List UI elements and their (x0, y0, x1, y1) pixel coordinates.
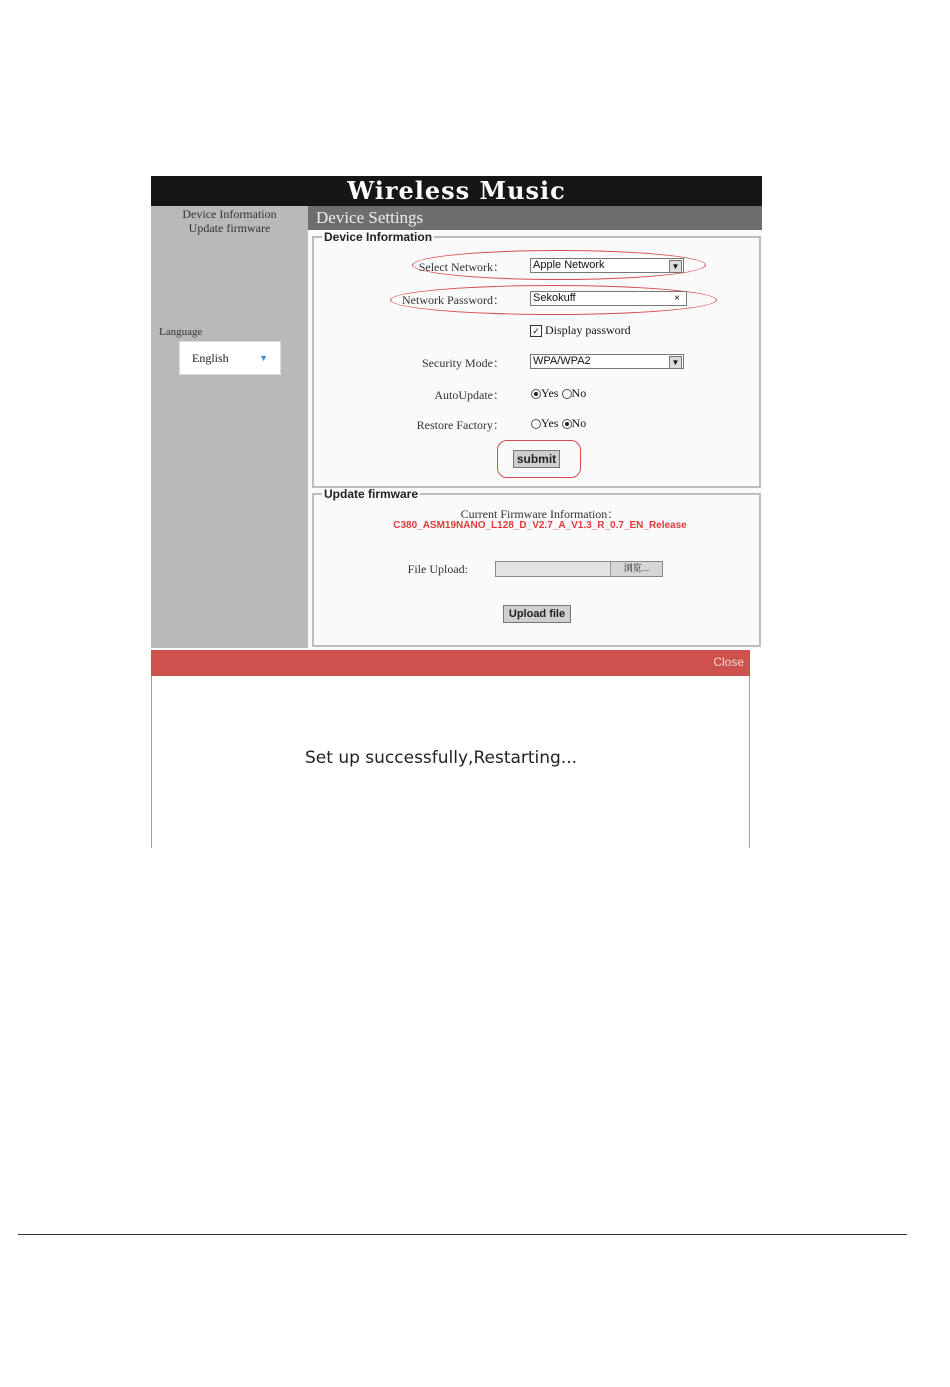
restore-factory-label: Restore Factory： (416, 418, 505, 432)
submit-button[interactable]: submit (513, 450, 560, 468)
browse-button[interactable]: 浏览... (610, 562, 662, 576)
autoupdate-no-label: No (571, 386, 587, 400)
autoupdate-no-radio[interactable] (562, 389, 572, 399)
select-network-value: Apple Network (533, 259, 605, 271)
display-password-option[interactable] (530, 323, 631, 338)
select-network-dropdown[interactable] (530, 258, 684, 273)
page-divider (18, 1234, 907, 1235)
security-mode-dropdown[interactable] (530, 354, 684, 369)
language-value: English (192, 351, 229, 365)
display-password-label: Display password (545, 323, 631, 337)
autoupdate-yes-radio[interactable] (531, 389, 541, 399)
security-mode-value: WPA/WPA2 (533, 355, 591, 367)
current-firmware-label: Current Firmware Information： (460, 507, 620, 521)
checkbox-checked-icon[interactable]: ✓ (530, 325, 542, 337)
update-firmware-legend: Update firmware (324, 487, 419, 501)
current-firmware-value: C380_ASM19NANO_L128_D_V2.7_A_V1.3_R_0.7_EN_Release (393, 520, 687, 531)
sidebar-item-device-information[interactable]: Device Information (182, 207, 277, 221)
autoupdate-yes-label: Yes (541, 386, 559, 400)
security-mode-label: Security Mode： (422, 356, 505, 370)
password-label: Network Password： (402, 293, 505, 307)
clear-icon[interactable]: × (674, 293, 680, 304)
page-title: Device Settings (308, 206, 762, 230)
language-select[interactable] (179, 341, 281, 375)
autoupdate-radio-group (531, 386, 586, 401)
chevron-down-icon: ▼ (669, 260, 682, 273)
autoupdate-label: AutoUpdate： (434, 388, 505, 402)
file-upload-label: File Upload: (407, 562, 468, 576)
modal-message: Set up successfully,Restarting... (305, 748, 578, 768)
modal-body (151, 676, 750, 848)
sidebar (151, 206, 308, 648)
file-upload-input[interactable] (495, 561, 663, 577)
app-title: Wireless Music (347, 176, 566, 205)
password-input[interactable] (530, 291, 687, 306)
main-panel (308, 206, 762, 648)
device-information-legend: Device Information (324, 230, 433, 244)
sidebar-item-update-firmware[interactable]: Update firmware (188, 221, 271, 235)
restore-factory-radio-group (531, 416, 586, 431)
restore-yes-label: Yes (541, 416, 559, 430)
select-network-label: Select Network： (418, 260, 505, 274)
modal-header (151, 650, 750, 676)
upload-file-button[interactable]: Upload file (503, 605, 571, 623)
password-value: Sekokuff (533, 292, 576, 304)
chevron-down-icon: ▼ (669, 356, 682, 369)
restore-yes-radio[interactable] (531, 419, 541, 429)
chevron-down-icon: ▼ (259, 353, 268, 363)
restore-no-radio[interactable] (562, 419, 572, 429)
app-title-bar (151, 176, 762, 206)
modal-close-button[interactable]: Close (713, 655, 744, 669)
restore-no-label: No (571, 416, 587, 430)
language-label: Language (159, 326, 203, 338)
